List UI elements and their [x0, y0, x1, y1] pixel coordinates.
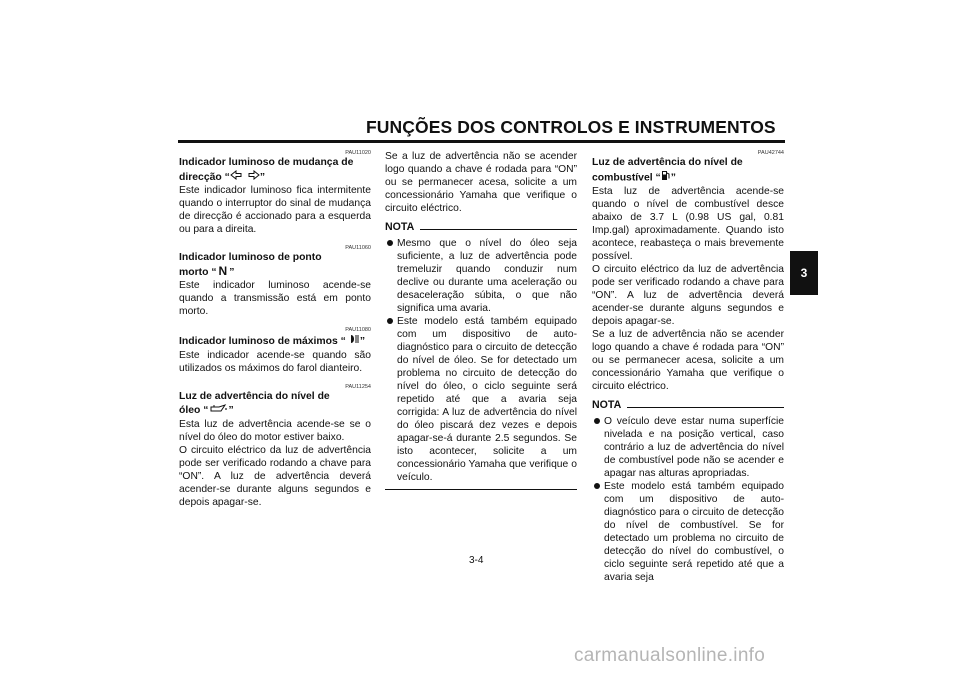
section-title-fuel-level: Luz de advertência do nível de combustível “ ”: [592, 157, 743, 183]
section-body: Este indicador luminoso acende-se quando a transmissão está em ponto morto.: [179, 280, 371, 317]
section-body: O circuito eléctrico da luz de advertência pode ser verificado rodando a chave para “ON”. A luz de advertência deverá acender-se durante alguns segundos e depois apagar-se.: [179, 444, 371, 508]
header-rule: [178, 140, 785, 143]
section-body: Se a luz de advertência não se acender logo quando a chave é rodada para “ON” ou se permanecer acesa, solicite a um concessionário Yamaha que verifique o circuito eléctrico.: [385, 151, 577, 214]
section-code: PAU11080: [345, 327, 371, 333]
high-beam-icon: [346, 334, 360, 349]
list-item: O veículo deve estar numa superfície nivelada e na posição vertical, caso contrário a luz de advertência do nível de combustível pode não se acender e apagar nas alturas apropriadas.: [592, 415, 784, 480]
column-1: [179, 150, 371, 509]
nota-list: [592, 415, 784, 584]
oil-can-icon: [208, 403, 228, 418]
fuel-pump-icon: [661, 170, 671, 186]
section-body: Se a luz de advertência não se acender logo quando a chave é rodada para “ON” ou se permanecer acesa, solicite a um concessionário Yamaha que verifique o circuito eléctrico.: [592, 329, 784, 392]
section-title-turn-signal: Indicador luminoso de mudança de direcção “ ”: [179, 157, 354, 183]
chapter-tab: 3: [790, 251, 818, 295]
section-body: O circuito eléctrico da luz de advertência pode ser verificado rodando a chave para “ON”. A luz de advertência deverá acender-se durante alguns segundos e depois apagar-se.: [592, 264, 784, 327]
turn-signal-arrows-icon: [230, 170, 260, 185]
section-code: PAU11254: [345, 383, 371, 390]
column-2: [385, 150, 577, 490]
nota-end-rule: [385, 489, 577, 490]
nota-heading: NOTA: [592, 399, 784, 412]
section-title-neutral: Indicador luminoso de ponto morto “ N ”: [179, 252, 322, 278]
section-code: PAU11020: [345, 150, 371, 156]
section-code: PAU42744: [757, 150, 784, 156]
list-item: Mesmo que o nível do óleo seja suficiente, a luz de advertência pode tremeluzir quando conduzir num declive ou durante uma aceleração ou desaceleração súbita, o que não significa uma avaria.: [385, 237, 577, 315]
section-body: Esta luz de advertência acende-se quando o nível de combustível desce abaixo de 3.7 L (0.98 US gal, 0.81 Imp.gal) aproximadamente. Quando isto acontece, reabasteça o mais brevemente possível.: [592, 186, 784, 262]
section-title-oil-level: Luz de advertência do nível de óleo “ ”: [179, 390, 330, 416]
section-body: Este indicador acende-se quando são utilizados os máximos do farol dianteiro.: [179, 349, 371, 374]
section-body: Esta luz de advertência acende-se se o nível do óleo do motor estiver baixo.: [179, 418, 371, 443]
nota-list: [385, 237, 577, 484]
nota-heading: NOTA: [385, 221, 577, 234]
list-item: Este modelo está também equipado com um dispositivo de auto-diagnóstico para o circuito de detecção do nível de óleo. Se for detectado um problema no circuito de detecção do nível do óleo, o ciclo seguinte será repetido até que a avaria seja corrigida: A luz de advertência do nível do óleo piscará dez vezes e depois apagar-se-á durante 2.5 segundos. Se isto acontecer, solicite a um concessionário Yamaha que verifique o veículo.: [385, 315, 577, 484]
column-3: [592, 150, 784, 584]
watermark-text: carmanualsonline.info: [574, 645, 766, 666]
section-code: PAU11060: [345, 245, 371, 251]
section-title-high-beam: Indicador luminoso de máximos “ ”: [179, 336, 366, 347]
section-body: Este indicador luminoso fica intermitente quando o interruptor do sinal de mudança de direcção é accionado para a esquerda ou para a direita.: [179, 185, 371, 235]
neutral-n-symbol: N: [218, 263, 228, 278]
list-item: Este modelo está também equipado com um dispositivo de auto-diagnóstico para o circuito de detecção do nível de combustível. Se for detectado um problema no circuito de detecção do nível do combustível, o ciclo seguinte será repetido até que a avaria seja: [592, 480, 784, 584]
page-header-title: FUNÇÕES DOS CONTROLOS E INSTRUMENTOS: [366, 117, 776, 137]
page-number: 3-4: [469, 555, 484, 566]
